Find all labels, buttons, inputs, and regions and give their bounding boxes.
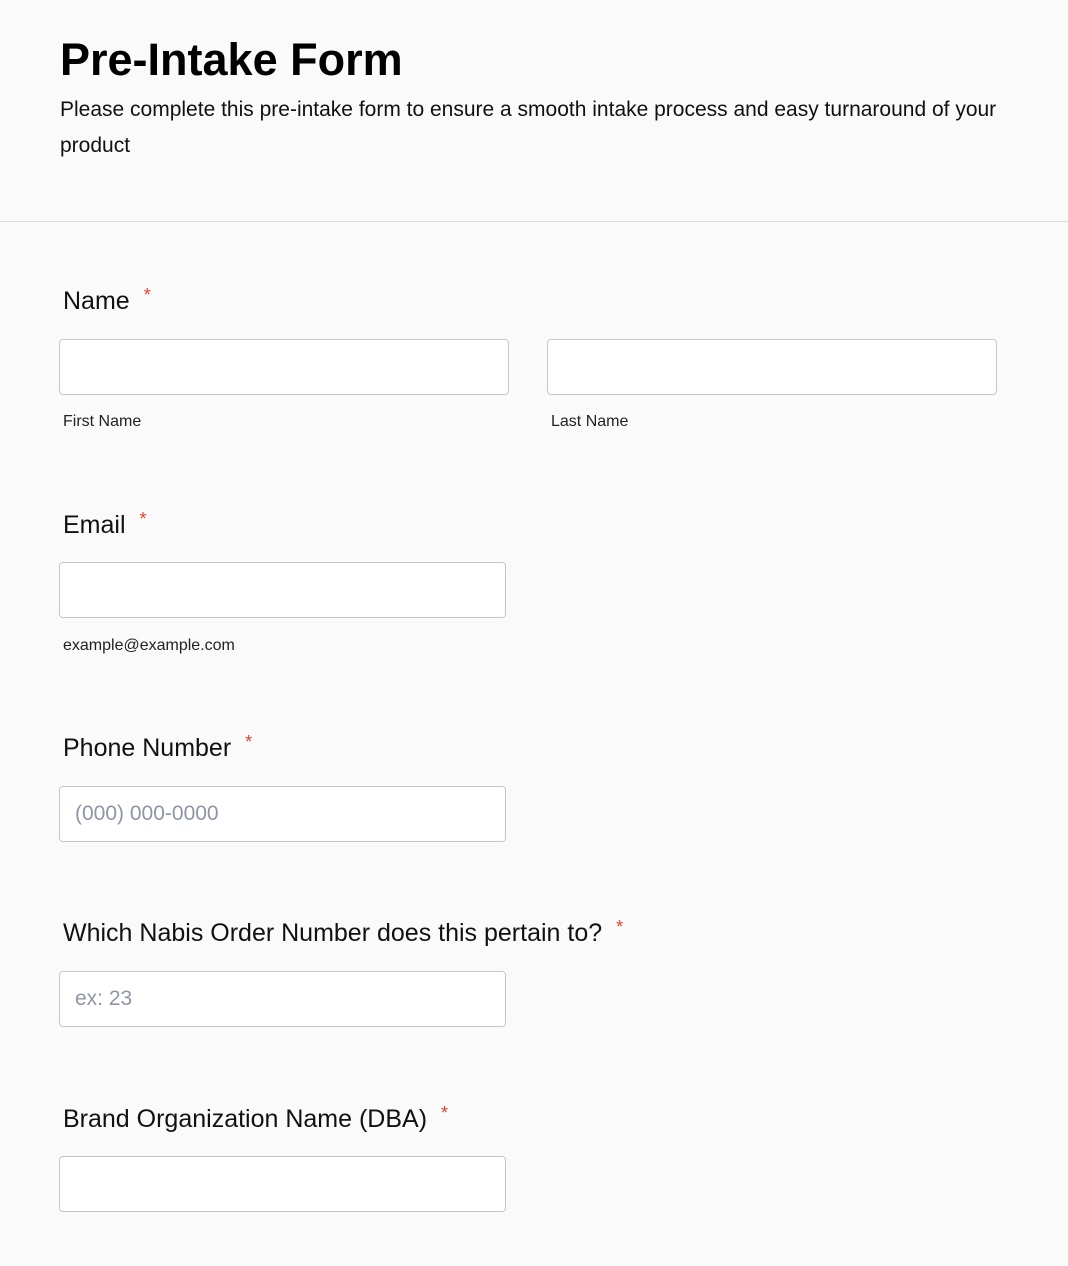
last-name-input[interactable] bbox=[547, 339, 997, 395]
page-title: Pre-Intake Form bbox=[60, 34, 403, 85]
email-label-text: Email bbox=[63, 511, 126, 539]
phone-label-text: Phone Number bbox=[63, 734, 232, 762]
brand-name-input[interactable] bbox=[59, 1156, 506, 1212]
order-number-input[interactable] bbox=[59, 971, 506, 1027]
email-label bbox=[63, 510, 147, 542]
required-indicator: * bbox=[245, 732, 253, 752]
first-name-sublabel: First Name bbox=[63, 413, 142, 430]
name-label-text: Name bbox=[63, 287, 130, 315]
form-description: Please complete this pre-intake form to ensure a smooth intake process and easy turnaround of your product bbox=[60, 98, 997, 157]
required-indicator: * bbox=[139, 509, 147, 529]
email-input[interactable] bbox=[59, 562, 506, 618]
first-name-input[interactable] bbox=[59, 339, 509, 395]
brand-label bbox=[63, 1104, 448, 1136]
required-indicator: * bbox=[616, 917, 624, 937]
required-indicator: * bbox=[143, 285, 151, 305]
phone-label bbox=[63, 733, 252, 765]
order-number-label bbox=[63, 918, 623, 950]
phone-input[interactable] bbox=[59, 786, 506, 842]
name-label bbox=[63, 286, 151, 318]
required-indicator: * bbox=[441, 1103, 449, 1123]
last-name-sublabel: Last Name bbox=[551, 413, 629, 430]
form-header bbox=[0, 0, 1068, 222]
email-sublabel: example@example.com bbox=[63, 637, 235, 654]
brand-label-text: Brand Organization Name (DBA) bbox=[63, 1105, 428, 1133]
order-number-label-text: Which Nabis Order Number does this pertain to? bbox=[63, 919, 603, 947]
